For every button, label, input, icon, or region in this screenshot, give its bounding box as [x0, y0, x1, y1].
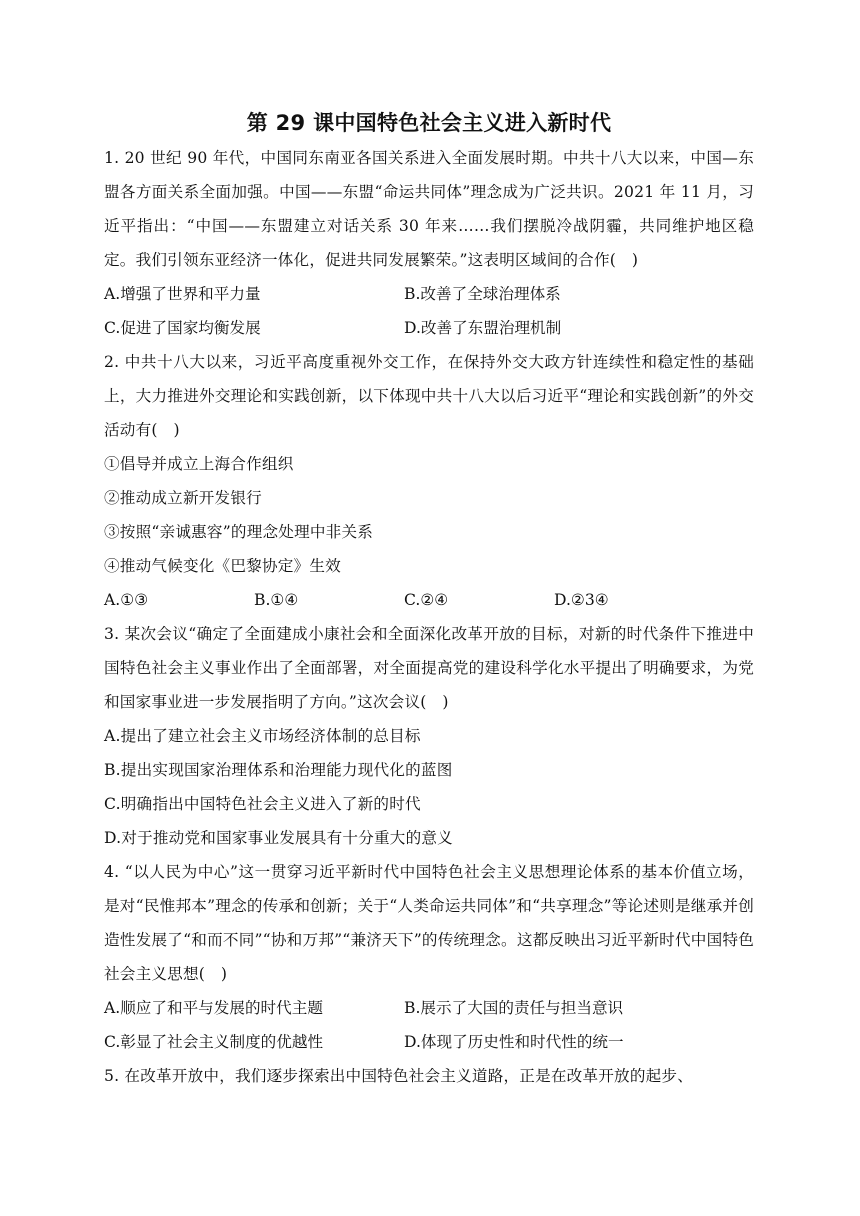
statement-item: ①倡导并成立上海合作组织	[104, 455, 294, 473]
question-2	[104, 345, 754, 617]
option-c[interactable]: C.明确指出中国特色社会主义进入了新的时代	[104, 795, 421, 813]
option-c[interactable]: C.促进了国家均衡发展	[104, 319, 261, 337]
question-4	[104, 855, 754, 1059]
options-row	[104, 277, 754, 311]
option-c[interactable]: C.彰显了社会主义制度的优越性	[104, 1033, 324, 1051]
statement-item: ④推动气候变化《巴黎协定》生效	[104, 557, 341, 575]
statement-item: ②推动成立新开发银行	[104, 489, 262, 507]
option-d[interactable]: D.对于推动党和国家事业发展具有十分重大的意义	[104, 829, 453, 847]
options-row	[104, 311, 754, 345]
option-a[interactable]: A.提出了建立社会主义市场经济体制的总目标	[104, 727, 421, 745]
question-stem: 5. 在改革开放中，我们逐步探索出中国特色社会主义道路，正是在改革开放的起步、	[104, 1067, 694, 1085]
option-b[interactable]: B.改善了全球治理体系	[404, 285, 561, 303]
option-c[interactable]: C.②④	[404, 591, 449, 609]
option-d[interactable]: D.改善了东盟治理机制	[404, 319, 562, 337]
option-a[interactable]: A.顺应了和平与发展的时代主题	[104, 999, 323, 1017]
question-1	[104, 141, 754, 345]
option-a[interactable]: A.①③	[104, 591, 149, 609]
question-3	[104, 617, 754, 855]
question-5	[104, 1059, 754, 1093]
option-d[interactable]: D.②3④	[554, 591, 609, 609]
statement-item: ③按照“亲诚惠容”的理念处理中非关系	[104, 523, 374, 541]
question-stem: 2. 中共十八大以来，习近平高度重视外交工作，在保持外交大政方针连续性和稳定性的基础上，大力推进外交理论和实践创新，以下体现中共十八大以后习近平“理论和实践创新”的外交活动有( )	[104, 353, 754, 439]
options-row	[104, 583, 754, 617]
options-row	[104, 991, 754, 1025]
question-stem: 1. 20 世纪 90 年代，中国同东南亚各国关系进入全面发展时期。中共十八大以来，中国—东盟各方面关系全面加强。中国——东盟“命运共同体”理念成为广泛共识。2021 年 11 月，习近平指出：“中国——东盟建立对话关系 30 年来……我们摆脱冷战阴霾，共同维护地区稳定。我们引领东亚经济一体化，促进共同发展繁荣。”这表明区域间的合作( )	[104, 149, 754, 269]
option-b[interactable]: B.①④	[254, 591, 299, 609]
question-stem: 3. 某次会议“确定了全面建成小康社会和全面深化改革开放的目标，对新的时代条件下推进中国特色社会主义事业作出了全面部署，对全面提高党的建设科学化水平提出了明确要求，为党和国家事业进一步发展指明了方向。”这次会议( )	[104, 625, 754, 711]
option-d[interactable]: D.体现了历史性和时代性的统一	[404, 1033, 624, 1051]
page-title: 第 29 课中国特色社会主义进入新时代	[246, 111, 612, 135]
option-b[interactable]: B.提出实现国家治理体系和治理能力现代化的蓝图	[104, 761, 453, 779]
document-page	[104, 108, 754, 1093]
options-row	[104, 1025, 754, 1059]
option-a[interactable]: A.增强了世界和平力量	[104, 285, 261, 303]
option-b[interactable]: B.展示了大国的责任与担当意识	[404, 999, 624, 1017]
question-stem: 4. “以人民为中心”这一贯穿习近平新时代中国特色社会主义思想理论体系的基本价值立场，是对“民惟邦本”理念的传承和创新；关于“人类命运共同体”和“共享理念”等论述则是继承并创造性发展了“和而不同”“协和万邦”“兼济天下”的传统理念。这都反映出习近平新时代中国特色社会主义思想( )	[104, 863, 754, 983]
